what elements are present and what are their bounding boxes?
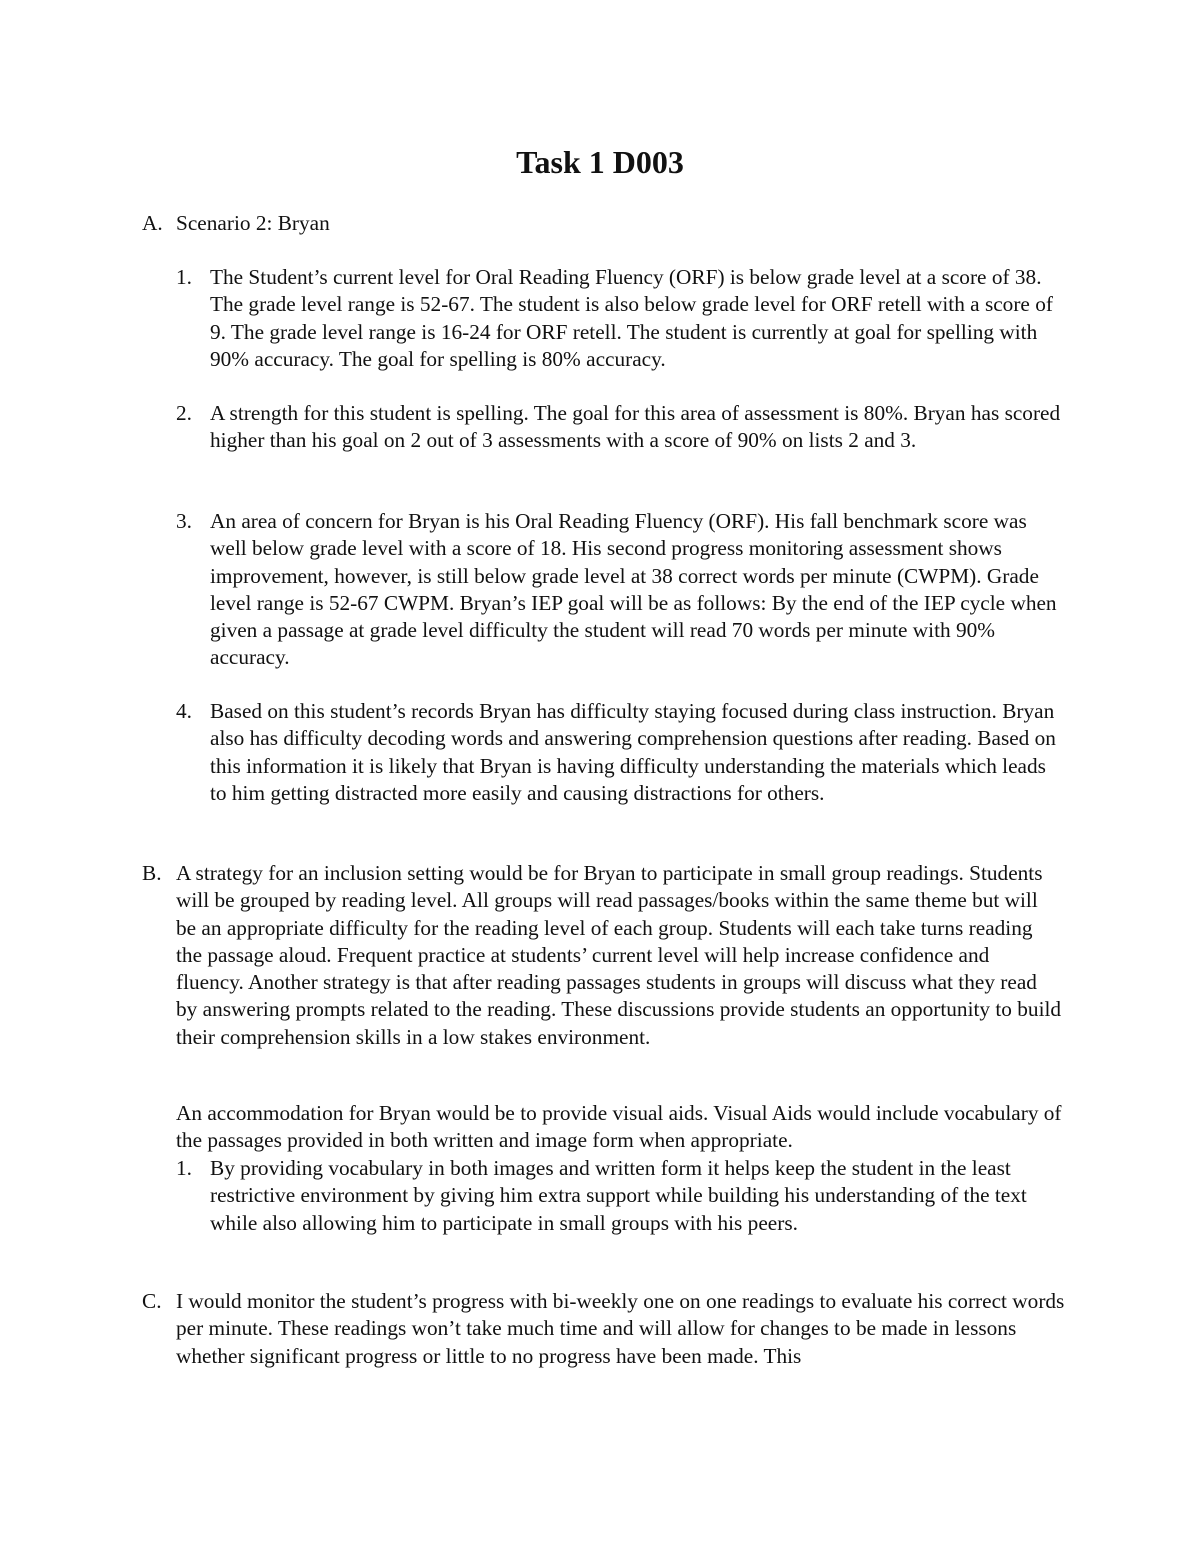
section-a-item-3 <box>176 508 1066 674</box>
list-item-text: An area of concern for Bryan is his Oral Reading Fluency (ORF). His fall benchmark score was well below grade level with a score of 18. His second progress monitoring assessment shows improvement, however, is still below grade level at 38 correct words per minute (CWPM). Grade level range is 52-67 CWPM. Bryan’s IEP goal will be as follows: By the end of the IEP cycle when given a passage at grade level difficulty the student will read 70 words per minute with 90% accuracy. <box>210 509 1057 670</box>
section-b-paragraph-2-block <box>176 1100 1066 1156</box>
section-a-heading: Scenario 2: Bryan <box>176 211 330 235</box>
section-b-paragraph-1: A strategy for an inclusion setting would be for Bryan to participate in small group readings. Students will be grouped by reading level. All groups will read passages/books within the same theme but will be an appropriate difficulty for the reading level of each group. Students will each take turns reading the passage aloud. Frequent practice at students’ current level will help increase confidence and fluency. Another strategy is that after reading passages students in groups will discuss what they read by answering prompts related to the reading. These discussions provide students an opportunity to build their comprehension skills in a low stakes environment. <box>176 861 1062 1049</box>
section-a-item-4 <box>176 698 1066 838</box>
document-title: Task 1 D003 <box>516 144 684 180</box>
section-b-item-1 <box>176 1155 1066 1267</box>
list-item-number: 4. <box>176 699 192 723</box>
section-c-marker: C. <box>142 1289 162 1313</box>
section-c <box>142 1288 1072 1378</box>
section-a-item-1 <box>176 264 1066 376</box>
list-item-number: 1. <box>176 265 192 289</box>
section-b <box>142 860 1062 1082</box>
list-item-number: 1. <box>176 1156 192 1180</box>
section-b-paragraph-2: An accommodation for Bryan would be to provide visual aids. Visual Aids would include vocabulary of the passages provided in both written and image form when appropriate. <box>176 1101 1062 1153</box>
section-b-marker: B. <box>142 861 162 885</box>
section-a-item-2 <box>176 400 1066 484</box>
list-item-text: The Student’s current level for Oral Reading Fluency (ORF) is below grade level at a score of 38. The grade level range is 52-67. The student is also below grade level for ORF retell with a score of 9. The grade level range is 16-24 for ORF retell. The student is currently at goal for spelling with 90% accuracy. The goal for spelling is 80% accuracy. <box>210 265 1053 371</box>
list-item-text: By providing vocabulary in both images and written form it helps keep the student in the least restrictive environment by giving him extra support while building his understanding of the text while also allowing him to participate in small groups with his peers. <box>210 1156 1027 1235</box>
section-c-text: I would monitor the student’s progress with bi-weekly one on one readings to evaluate his correct words per minute. These readings won’t take much time and will allow for changes to be made in lessons whether significant progress or little to no progress have been made. This <box>176 1289 1065 1368</box>
list-item-number: 3. <box>176 509 192 533</box>
list-item-text: Based on this student’s records Bryan has difficulty staying focused during class instruction. Bryan also has difficulty decoding words and answering comprehension questions after reading. Based on this information it is likely that Bryan is having difficulty understanding the materials which leads to him getting distracted more easily and causing distractions for others. <box>210 699 1056 805</box>
list-item-number: 2. <box>176 401 192 425</box>
section-a-marker: A. <box>142 211 163 235</box>
list-item-text: A strength for this student is spelling. The goal for this area of assessment is 80%. Bryan has scored higher than his goal on 2 out of 3 assessments with a score of 90% on lists 2 and 3. <box>210 401 1061 453</box>
